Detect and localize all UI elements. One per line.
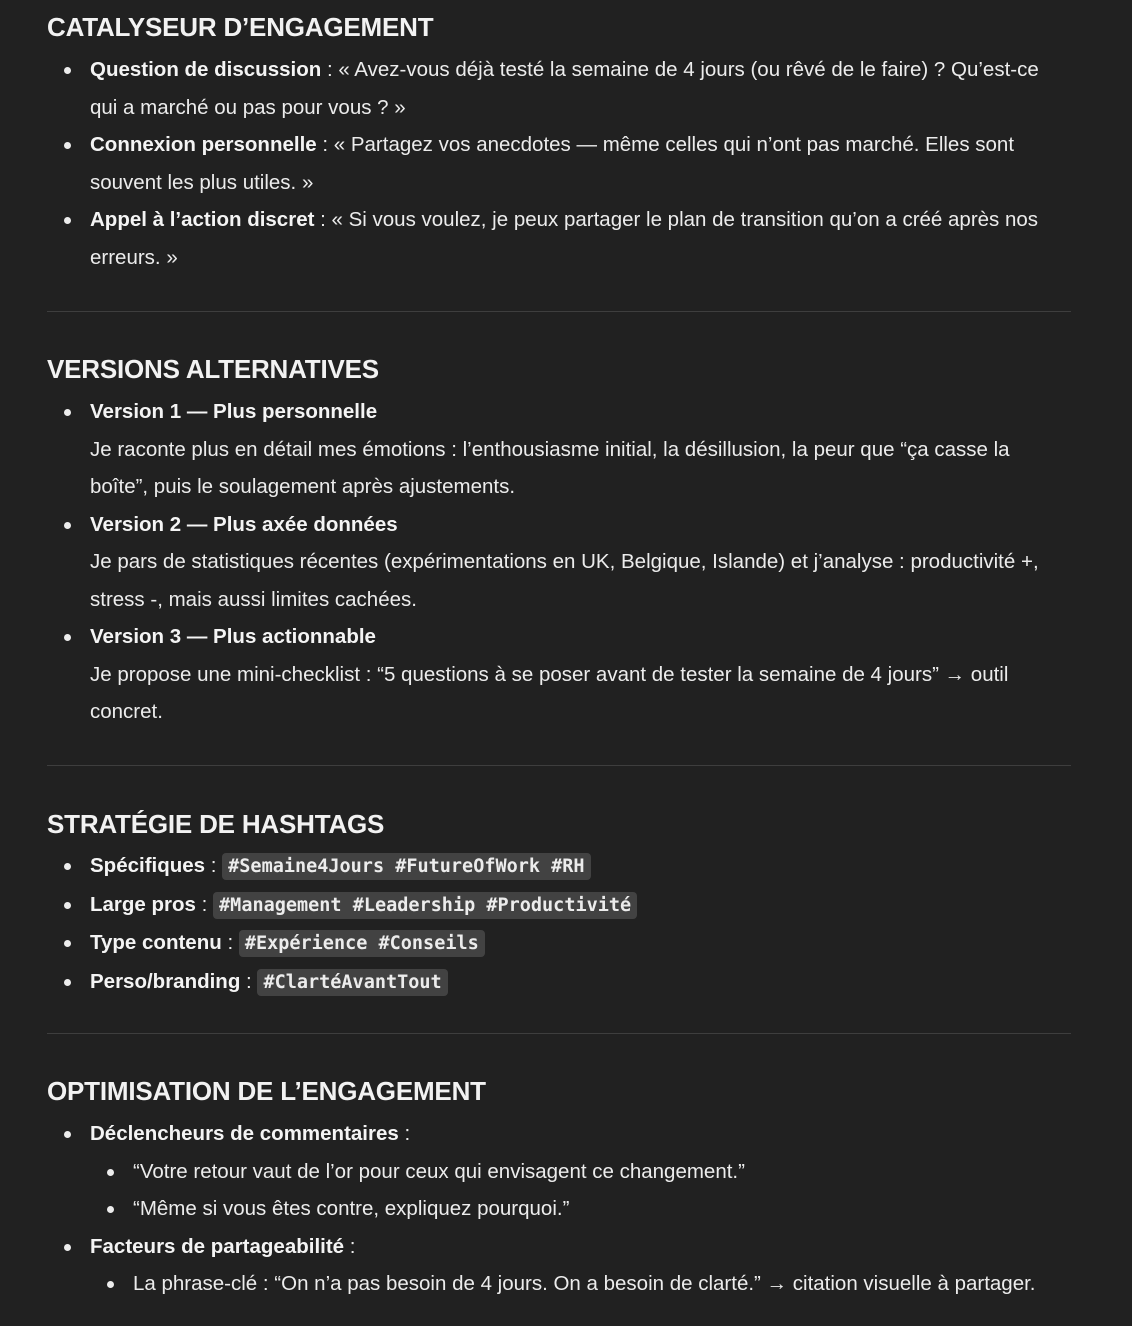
sub-list [90, 1153, 1071, 1228]
sub-list-item: “Même si vous êtes contre, expliquez pourquoi.” [90, 1190, 1071, 1228]
section-title-versions: VERSIONS ALTERNATIVES [47, 354, 379, 384]
list-item: Appel à l’action discret : « Si vous voulez, je peux partager le plan de transition qu’on a créé après nos erreurs. » [47, 201, 1071, 276]
section-title-optimisation: OPTIMISATION DE L’ENGAGEMENT [47, 1076, 486, 1106]
list-item: Large pros : #Management #Leadership #Productivité [47, 886, 1071, 925]
list-item: Version 1 — Plus personnelle Je raconte plus en détail mes émotions : l’enthousiasme initial, la désillusion, la peur que “ça casse la boîte”, puis le soulagement après ajustements. [47, 393, 1071, 506]
catalyseur-list [47, 51, 1071, 276]
list-item: Version 2 — Plus axée données Je pars de statistiques récentes (expérimentations en UK, Belgique, Islande) et j’analyse : productivité +, stress -, mais aussi limites cachées. [47, 506, 1071, 619]
optimisation-list [47, 1115, 1071, 1303]
sub-list-item: La phrase-clé : “On n’a pas besoin de 4 jours. On a besoin de clarté.” → citation visuelle à partager. [90, 1265, 1071, 1303]
divider [47, 1033, 1071, 1034]
hashtag-code: #Management #Leadership #Productivité [213, 892, 637, 919]
sub-list [90, 1265, 1071, 1303]
divider [47, 765, 1071, 766]
sub-list-item: “Votre retour vaut de l’or pour ceux qui envisagent ce changement.” [90, 1153, 1071, 1191]
divider [47, 311, 1071, 312]
versions-list [47, 393, 1071, 731]
hashtag-code: #Semaine4Jours #FutureOfWork #RH [222, 853, 590, 880]
list-item: Question de discussion : « Avez-vous déjà testé la semaine de 4 jours (ou rêvé de le faire) ? Qu’est-ce qui a marché ou pas pour vous ? » [47, 51, 1071, 126]
list-item: Spécifiques : #Semaine4Jours #FutureOfWork #RH [47, 847, 1071, 886]
hashtags-list [47, 847, 1071, 1001]
list-item: Perso/branding : #ClartéAvantTout [47, 963, 1071, 1002]
list-item: Version 3 — Plus actionnable Je propose une mini-checklist : “5 questions à se poser avant de tester la semaine de 4 jours” → outil concret. [47, 618, 1071, 731]
list-item: Connexion personnelle : « Partagez vos anecdotes — même celles qui n’ont pas marché. Elles sont souvent les plus utiles. » [47, 126, 1071, 201]
hashtag-code: #ClartéAvantTout [257, 969, 447, 996]
section-title-hashtags: STRATÉGIE DE HASHTAGS [47, 809, 385, 839]
section-title-catalyseur: CATALYSEUR D’ENGAGEMENT [47, 12, 434, 42]
list-item: Facteurs de partageabilité : La phrase-clé : “On n’a pas besoin de 4 jours. On a besoin de clarté.” → citation visuelle à partager. [47, 1228, 1071, 1303]
list-item: Déclencheurs de commentaires : “Votre retour vaut de l’or pour ceux qui envisagent ce changement.” “Même si vous êtes contre, expliquez pourquoi.” [47, 1115, 1071, 1228]
hashtag-code: #Expérience #Conseils [239, 930, 485, 957]
list-item: Type contenu : #Expérience #Conseils [47, 924, 1071, 963]
